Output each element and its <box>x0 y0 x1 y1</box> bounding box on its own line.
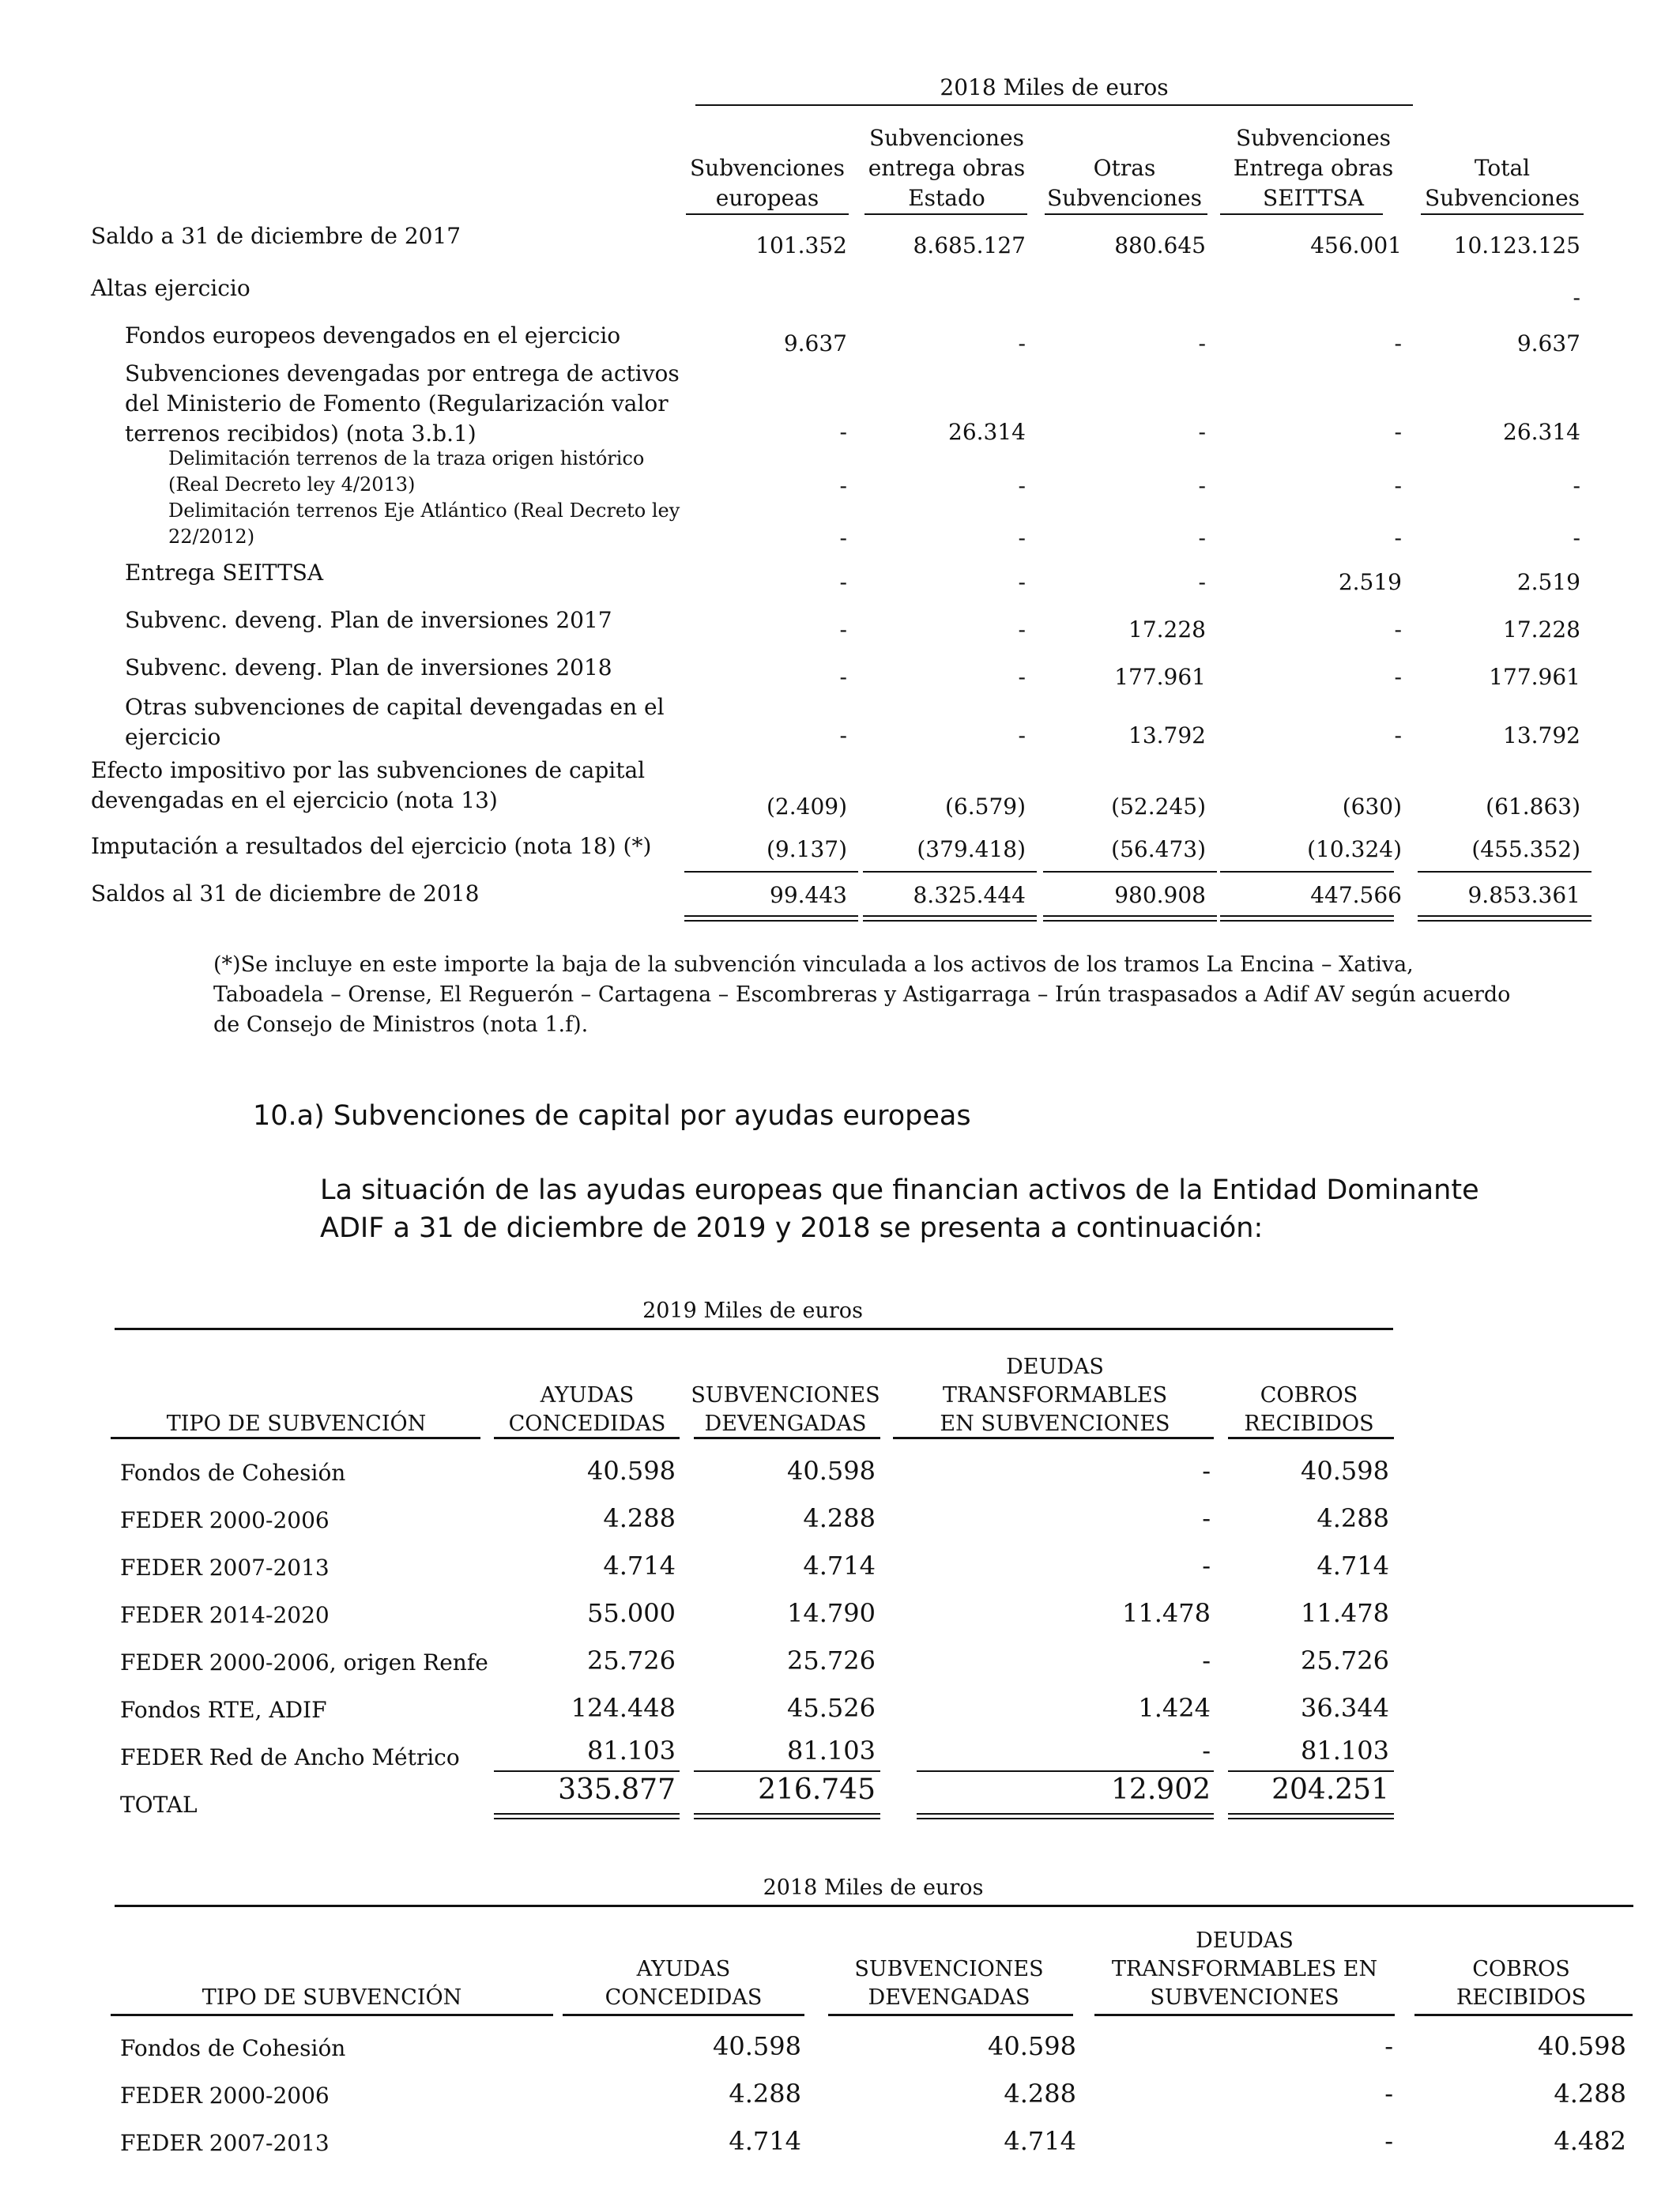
table-cell: - <box>1394 664 1402 690</box>
table-cell: 81.103 <box>587 1736 676 1766</box>
total-double-rule <box>684 915 858 922</box>
table-cell: 40.598 <box>787 1456 876 1486</box>
table-cell: - <box>839 616 847 643</box>
row-label: Saldos al 31 de diciembre de 2018 <box>91 880 480 907</box>
table-cell: 204.251 <box>1271 1774 1389 1806</box>
table-cell: - <box>1198 569 1206 595</box>
column-header: Otras Subvenciones <box>1046 155 1203 211</box>
table-cell: 177.961 <box>1489 664 1580 690</box>
table-cell: 36.344 <box>1301 1693 1389 1723</box>
row-label: Fondos de Cohesión <box>120 2035 346 2061</box>
table-caption: 2019 Miles de euros <box>642 1299 863 1323</box>
header-rule <box>828 2014 1073 2016</box>
table-cell: 11.478 <box>1122 1598 1211 1628</box>
table-cell: 9.853.361 <box>1467 882 1580 908</box>
subtotal-rule <box>694 1770 880 1772</box>
table-cell: 8.685.127 <box>913 232 1026 258</box>
table-cell: - <box>839 473 847 499</box>
table-cell: - <box>1018 569 1026 595</box>
table-cell: 980.908 <box>1114 882 1206 908</box>
table-cell: 55.000 <box>587 1598 676 1628</box>
section-paragraph: La situación de las ayudas europeas que financian activos de la Entidad Dominante ADIF a 31 de diciembre de 2019 y 2018 se presenta a continuación: <box>320 1174 1479 1244</box>
column-header: Subvenciones entrega obras Estado <box>868 125 1026 211</box>
table-cell: 40.598 <box>1301 1456 1389 1486</box>
table-cell: 4.288 <box>729 2079 801 2109</box>
table-caption: 2018 Miles de euros <box>940 74 1169 100</box>
table-cell: 25.726 <box>1301 1646 1389 1676</box>
table-cell: 177.961 <box>1114 664 1206 690</box>
table-cell: - <box>1018 664 1026 690</box>
table-cell: 13.792 <box>1503 722 1580 748</box>
row-label: Fondos europeos devengados en el ejercicio <box>125 322 621 349</box>
table-cell: (2.409) <box>766 794 847 820</box>
table-cell: - <box>1018 722 1026 748</box>
table-cell: - <box>1384 2031 1393 2061</box>
column-header: Total Subvenciones <box>1424 155 1580 211</box>
table-cell: 2.519 <box>1516 569 1580 595</box>
section-heading: 10.a) Subvenciones de capital por ayudas europeas <box>253 1100 971 1132</box>
table-cell: 124.448 <box>571 1693 676 1723</box>
row-label: Subvenc. deveng. Plan de inversiones 2017 <box>125 607 612 633</box>
column-header: COBROS RECIBIDOS <box>1456 1957 1587 2010</box>
row-label: Delimitación terrenos de la traza origen histórico (Real Decreto ley 4/2013) <box>168 447 645 496</box>
table-cell: 26.314 <box>1503 419 1580 445</box>
table-cell: - <box>1394 330 1402 356</box>
table-cell: 81.103 <box>787 1736 876 1766</box>
table-cell: - <box>1018 616 1026 643</box>
table-cell: 4.714 <box>803 1551 876 1581</box>
table-cell: 17.228 <box>1503 616 1580 643</box>
table-cell: 880.645 <box>1114 232 1206 258</box>
table-cell: - <box>839 664 847 690</box>
table-cell: - <box>1198 419 1206 445</box>
total-double-rule <box>1220 915 1394 922</box>
table-cell: 9.637 <box>1516 330 1580 356</box>
table-cell: - <box>1018 330 1026 356</box>
row-label: FEDER 2007-2013 <box>120 1555 330 1581</box>
subtotal-rule <box>1228 1770 1394 1772</box>
row-label: Subvenc. deveng. Plan de inversiones 2018 <box>125 654 612 680</box>
subtotal-rule <box>1418 871 1591 873</box>
header-rule <box>1228 1437 1394 1439</box>
row-label: TOTAL <box>120 1792 198 1818</box>
header-rule <box>686 213 849 215</box>
table-cell: 26.314 <box>948 419 1026 445</box>
table-cell: - <box>1573 285 1580 311</box>
table-cell: - <box>1202 1503 1211 1533</box>
column-header: AYUDAS CONCEDIDAS <box>508 1383 666 1436</box>
table-cell: (630) <box>1342 794 1402 820</box>
table-caption: 2018 Miles de euros <box>763 1875 984 1900</box>
header-rule <box>1414 2014 1633 2016</box>
table-cell: 40.598 <box>587 1456 676 1486</box>
table-cell: 10.123.125 <box>1453 232 1580 258</box>
column-header: Subvenciones Entrega obras SEITTSA <box>1233 125 1394 211</box>
header-rule <box>694 1437 880 1439</box>
column-header: COBROS RECIBIDOS <box>1244 1383 1374 1436</box>
table-cell: (10.324) <box>1307 836 1402 862</box>
subtotal-rule <box>917 1770 1214 1772</box>
table-cell: 45.526 <box>787 1693 876 1723</box>
table-top-rule <box>115 1328 1393 1330</box>
table-cell: 4.288 <box>803 1503 876 1533</box>
column-header: SUBVENCIONES DEVENGADAS <box>854 1957 1044 2010</box>
table-cell: 216.745 <box>758 1774 876 1806</box>
table-cell: 4.714 <box>603 1551 676 1581</box>
row-label: Entrega SEITTSA <box>125 560 324 586</box>
table-cell: 4.288 <box>603 1503 676 1533</box>
table-cell: - <box>1018 525 1026 551</box>
table-cell: 456.001 <box>1310 232 1402 258</box>
table-cell: - <box>1384 2079 1393 2109</box>
subtotal-rule <box>494 1770 680 1772</box>
table-cell: (56.473) <box>1111 836 1206 862</box>
table-cell: 8.325.444 <box>913 882 1026 908</box>
table-cell: 14.790 <box>787 1598 876 1628</box>
column-header: SUBVENCIONES DEVENGADAS <box>691 1383 880 1436</box>
table-cell: 335.877 <box>558 1774 676 1806</box>
table-cell: 4.482 <box>1554 2126 1626 2156</box>
row-label: FEDER 2007-2013 <box>120 2130 330 2156</box>
column-header: TIPO DE SUBVENCIÓN <box>166 1412 427 1436</box>
table-cell: 13.792 <box>1128 722 1206 748</box>
header-rule <box>1045 213 1207 215</box>
table-cell: 2.519 <box>1338 569 1402 595</box>
table-cell: - <box>839 525 847 551</box>
row-label: FEDER 2000-2006 <box>120 2083 330 2109</box>
table-cell: (52.245) <box>1111 794 1206 820</box>
column-header: DEUDAS TRANSFORMABLES EN SUBVENCIONES <box>1111 1928 1378 2010</box>
subtotal-rule <box>863 871 1037 873</box>
table-cell: 4.714 <box>1317 1551 1389 1581</box>
table-cell: - <box>1573 473 1580 499</box>
table-cell: 17.228 <box>1128 616 1206 643</box>
header-rule <box>1220 213 1383 215</box>
table-cell: - <box>1394 722 1402 748</box>
table-cell: - <box>1394 525 1402 551</box>
row-label: Fondos RTE, ADIF <box>120 1697 327 1723</box>
row-label: FEDER Red de Ancho Métrico <box>120 1744 460 1770</box>
table-cell: 4.288 <box>1554 2079 1626 2109</box>
row-label: Efecto impositivo por las subvenciones de capital devengadas en el ejercicio (nota 13) <box>91 757 646 813</box>
table-cell: 81.103 <box>1301 1736 1389 1766</box>
table-cell: - <box>1202 1736 1211 1766</box>
header-rule <box>111 2014 553 2016</box>
table-cell: 25.726 <box>587 1646 676 1676</box>
table-cell: 40.598 <box>713 2031 801 2061</box>
footnote: (*)Se incluye en este importe la baja de la subvención vinculada a los activos de los tramos La Encina – Xativa, Taboadela – Orense, El Reguerón – Cartagena – Escombreras y Astigarraga – Irún traspasados a Adif AV según acuerdo de Consejo de Ministros (nota 1.f). <box>213 952 1511 1037</box>
total-double-rule <box>1228 1813 1394 1819</box>
table-cell: - <box>1198 525 1206 551</box>
table-cell: - <box>1018 473 1026 499</box>
table-cell: (455.352) <box>1471 836 1580 862</box>
row-label: Saldo a 31 de diciembre de 2017 <box>91 223 461 249</box>
subtotal-rule <box>684 871 858 873</box>
table-cell: - <box>839 419 847 445</box>
header-rule <box>1094 2014 1395 2016</box>
table-cell: - <box>1198 473 1206 499</box>
row-label: Altas ejercicio <box>91 275 250 301</box>
caption-rule <box>695 104 1413 106</box>
header-rule <box>563 2014 804 2016</box>
table-cell: - <box>1384 2126 1393 2156</box>
table-cell: 4.288 <box>1004 2079 1076 2109</box>
total-double-rule <box>863 915 1037 922</box>
header-rule <box>864 213 1027 215</box>
row-label: FEDER 2000-2006 <box>120 1507 330 1533</box>
row-label: FEDER 2014-2020 <box>120 1602 330 1628</box>
header-rule <box>893 1437 1214 1439</box>
subtotal-rule <box>1043 871 1217 873</box>
table-cell: (6.579) <box>944 794 1026 820</box>
table-cell: - <box>1394 616 1402 643</box>
table-cell: 40.598 <box>1538 2031 1626 2061</box>
table-cell: - <box>1202 1646 1211 1676</box>
header-rule <box>111 1437 480 1439</box>
total-double-rule <box>694 1813 880 1819</box>
column-header: TIPO DE SUBVENCIÓN <box>202 1985 462 2010</box>
total-double-rule <box>1418 915 1591 922</box>
table-cell: 4.288 <box>1317 1503 1389 1533</box>
column-header: DEUDAS TRANSFORMABLES EN SUBVENCIONES <box>940 1355 1170 1436</box>
header-rule <box>494 1437 680 1439</box>
table-cell: (9.137) <box>766 836 847 862</box>
total-double-rule <box>917 1813 1214 1819</box>
table-cell: - <box>1573 525 1580 551</box>
table-cell: - <box>1202 1551 1211 1581</box>
subtotal-rule <box>1220 871 1394 873</box>
table-cell: - <box>1394 473 1402 499</box>
table-cell: 4.714 <box>1004 2126 1076 2156</box>
column-header: AYUDAS CONCEDIDAS <box>605 1957 763 2010</box>
table-cell: - <box>839 722 847 748</box>
table-cell: - <box>1394 419 1402 445</box>
row-label: FEDER 2000-2006, origen Renfe <box>120 1649 488 1676</box>
header-rule <box>1421 213 1584 215</box>
table-cell: 4.714 <box>729 2126 801 2156</box>
table-cell: - <box>1198 330 1206 356</box>
row-label: Imputación a resultados del ejercicio (nota 18) (*) <box>91 833 652 859</box>
total-double-rule <box>494 1813 680 1819</box>
row-label: Subvenciones devengadas por entrega de activos del Ministerio de Fomento (Regularización valor terrenos recibidos) (nota 3.b.1) <box>125 360 680 447</box>
table-cell: 40.598 <box>988 2031 1076 2061</box>
total-double-rule <box>1043 915 1217 922</box>
table-cell: 25.726 <box>787 1646 876 1676</box>
table-cell: - <box>839 569 847 595</box>
table-cell: (61.863) <box>1486 794 1580 820</box>
table-cell: 447.566 <box>1310 882 1402 908</box>
row-label: Otras subvenciones de capital devengadas en el ejercicio <box>125 694 665 750</box>
table-top-rule <box>115 1905 1633 1907</box>
table-cell: 11.478 <box>1301 1598 1389 1628</box>
table-cell: 12.902 <box>1111 1774 1211 1806</box>
row-label: Delimitación terrenos Eje Atlántico (Real Decreto ley 22/2012) <box>168 499 680 548</box>
table-cell: - <box>1202 1456 1211 1486</box>
row-label: Fondos de Cohesión <box>120 1460 346 1486</box>
table-cell: 99.443 <box>770 882 847 908</box>
table-cell: 9.637 <box>783 330 847 356</box>
table-cell: 1.424 <box>1138 1693 1211 1723</box>
column-header: Subvenciones europeas <box>689 155 846 211</box>
table-cell: (379.418) <box>917 836 1026 862</box>
table-cell: 101.352 <box>755 232 847 258</box>
